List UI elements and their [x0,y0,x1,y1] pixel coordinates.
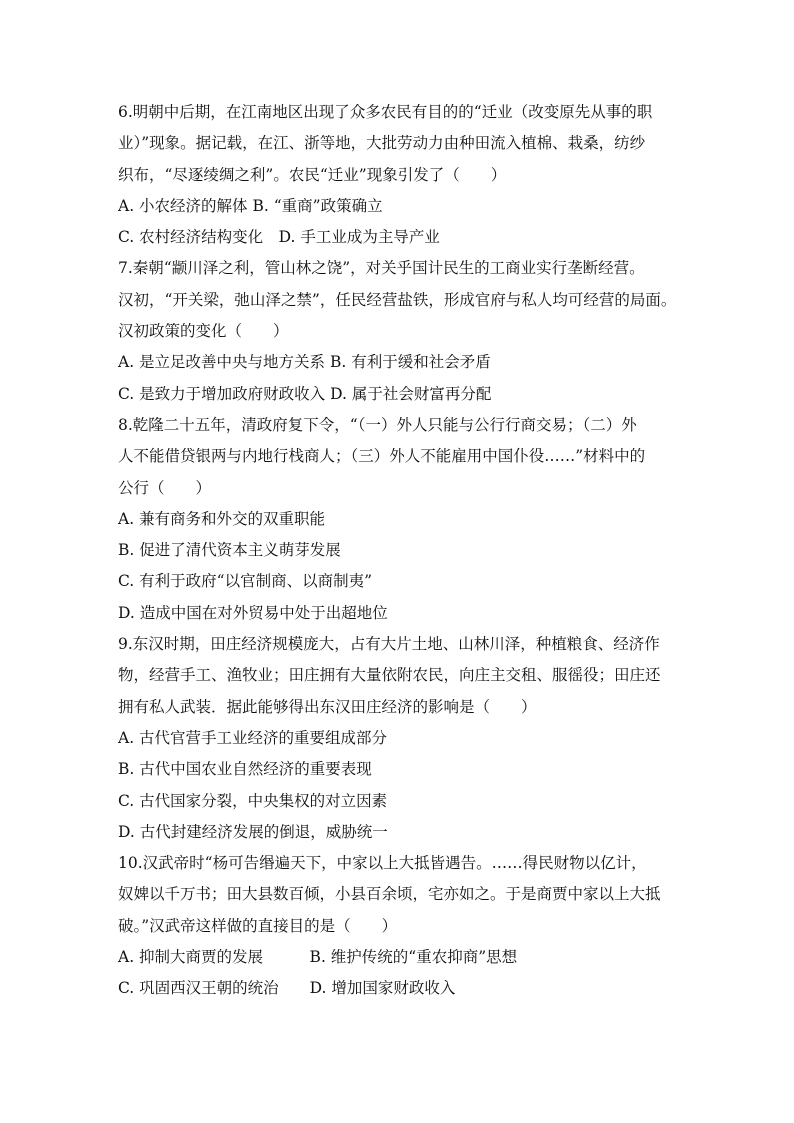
answer-option: D. 造成中国在对外贸易中处于出超地位 [118,603,388,622]
answer-option: A. 古代官营手工业经济的重要组成部分 [118,728,388,747]
question-8 [118,410,678,629]
answer-options-line: A. 小农经济的解体 B. “重商”政策确立 [118,196,383,215]
question-10 [118,848,678,1004]
question-6 [118,97,678,253]
answer-options-line: A. 是立足改善中央与地方关系 B. 有利于缓和社会矛盾 [118,353,491,372]
question-stem-line: 公行（ ） [118,478,212,497]
question-stem-line: 8.乾隆二十五年，清政府复下令，“（一）外人只能与公行行商交易；（二）外 [118,415,637,434]
question-stem-line: 物，经营手工、渔牧业；田庄拥有大量依附农民，向庄主交租、服徭役；田庄还 [118,666,661,685]
question-stem-line: 拥有私人武装．据此能够得出东汉田庄经济的影响是（ ） [118,697,537,716]
question-stem-line: 奴婢以千万书；田大县数百倾，小县百余顷，宅亦如之。于是商贾中家以上大抵 [118,885,661,904]
answer-options-line: C. 巩固西汉王朝的统治 D. 增加国家财政收入 [118,979,456,998]
question-stem-line: 人不能借贷银两与内地行栈商人；（三）外人不能雇用中国仆役……”材料中的 [118,447,646,466]
answer-option: A. 兼有商务和外交的双重职能 [118,509,326,528]
question-7 [118,253,678,409]
answer-option: B. 促进了清代资本主义萌芽发展 [118,541,341,560]
answer-options-line: C. 是致力于增加政府财政收入 D. 属于社会财富再分配 [118,384,492,403]
question-stem-line: 织布，“尽逐绫绸之利”。农民“迁业”现象引发了（ ） [118,165,507,184]
answer-options-line: A. 抑制大商贾的发展 B. 维护传统的“重农抑商”思想 [118,948,518,967]
answer-option: C. 有利于政府“以官制商、以商制夷” [118,572,373,591]
question-stem-line: 业）”现象。据记载，在江、浙等地，大批劳动力由种田流入植棉、栽桑，纺纱 [118,134,646,153]
question-stem-line: 7.秦朝“颛川泽之利，管山林之饶”，对关乎国计民生的工商业实行垄断经营。 [118,259,645,278]
question-stem-line: 汉初政策的变化（ ） [118,322,289,341]
question-stem-line: 6.明朝中后期，在江南地区出现了众多农民有目的的“迁业（改变原先从事的职 [118,103,653,121]
answer-option: C. 古代国家分裂，中央集权的对立因素 [118,791,388,810]
question-stem-line: 汉初，“开关梁，弛山泽之禁”，任民经营盐铁，形成官府与私人均可经营的局面。 [118,290,677,309]
answer-options-line: C. 农村经济结构变化 D. 手工业成为主导产业 [118,228,440,247]
question-stem-line: 10.汉武帝时“杨可告缗遍天下，中家以上大抵皆遇告。……得民财物以亿计， [118,854,647,873]
question-stem-line: 破。”汉武帝这样做的直接目的是（ ） [118,916,398,935]
question-9 [118,629,678,848]
answer-option: D. 古代封建经济发展的倒退，威胁统一 [118,822,388,841]
question-stem-line: 9.东汉时期，田庄经济规模庞大，占有大片土地、山林川泽，种植粮食、经济作 [118,635,660,654]
answer-option: B. 古代中国农业自然经济的重要表现 [118,760,372,779]
document-page [118,97,678,1005]
